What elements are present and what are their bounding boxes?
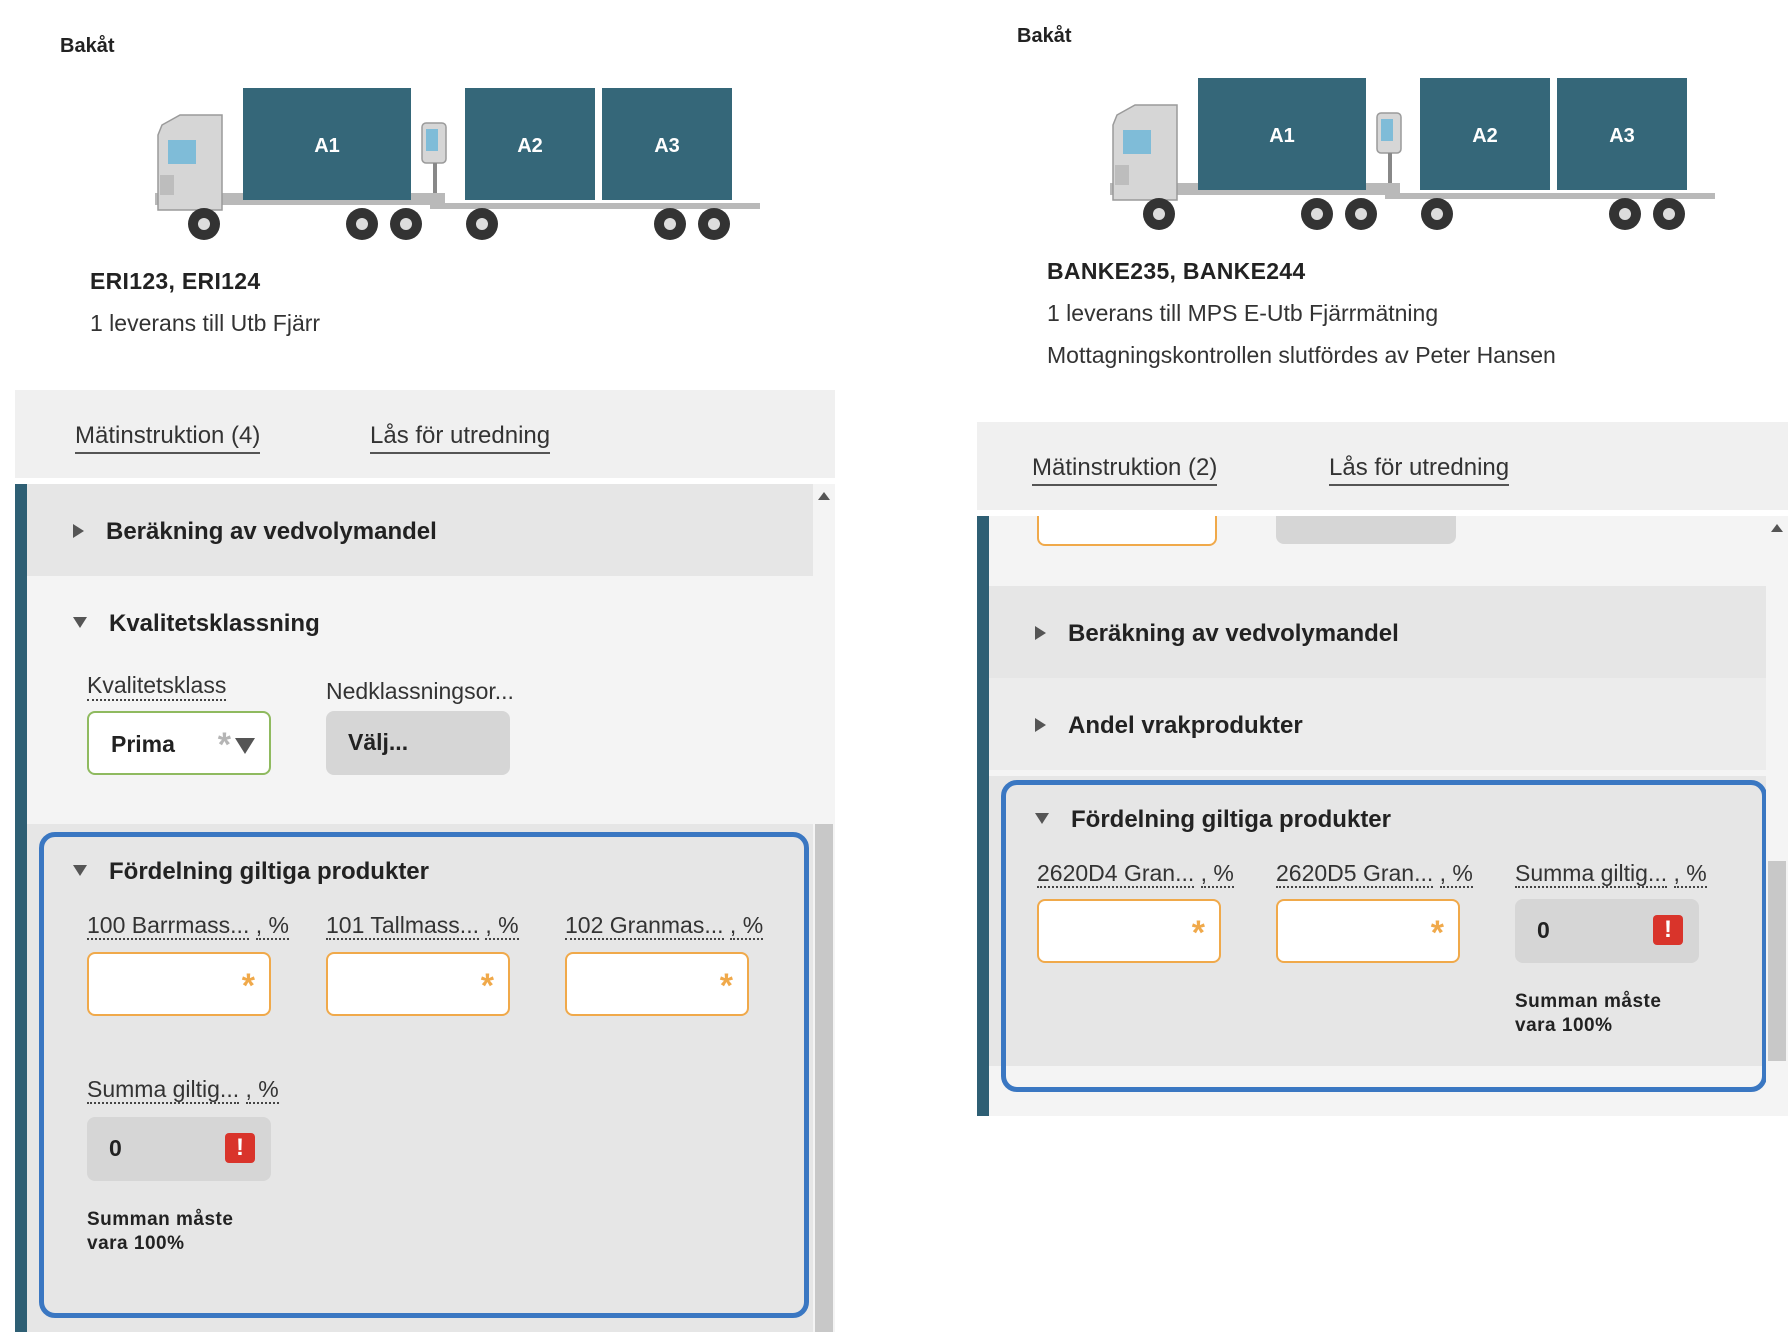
highlight-distribution xyxy=(39,832,809,1318)
section-header-distribution[interactable]: Fördelning giltiga produkter xyxy=(73,858,429,886)
required-star-icon: * xyxy=(1430,914,1444,952)
required-star-icon: * xyxy=(217,726,231,764)
left-panel xyxy=(0,0,845,1332)
tab-bar xyxy=(15,390,835,478)
partial-input-field[interactable] xyxy=(1037,516,1217,546)
section-scrap xyxy=(989,678,1766,770)
truck-icon xyxy=(150,85,760,245)
vertical-scrollbar[interactable] xyxy=(1766,516,1788,1116)
truck-icon xyxy=(1105,75,1715,235)
section-accent-bar xyxy=(977,516,989,1116)
sum-label: Summa giltig... , % xyxy=(1515,860,1707,886)
tab-measurement-instruction[interactable]: Mätinstruktion (2) xyxy=(1032,454,1217,486)
scroll-up-icon[interactable] xyxy=(818,492,830,500)
tab-lock-for-investigation[interactable]: Lås för utredning xyxy=(1329,454,1509,486)
sum-value: 0 xyxy=(1537,917,1550,943)
required-star-icon: * xyxy=(1191,914,1205,952)
sections-scroll-area xyxy=(15,484,835,1332)
section-header-distribution[interactable]: Fördelning giltiga produkter xyxy=(1035,806,1391,834)
section-header-calc[interactable]: Beräkning av vedvolymandel xyxy=(73,518,437,546)
required-star-icon: * xyxy=(480,967,494,1005)
quality-class-select[interactable] xyxy=(87,711,271,775)
chevron-right-icon xyxy=(73,524,84,538)
cargo-label-a3: A3 xyxy=(654,135,680,157)
error-icon: ! xyxy=(225,1133,255,1163)
back-link[interactable]: Bakåt xyxy=(60,35,115,57)
downgrade-reason-select[interactable] xyxy=(326,711,510,775)
chevron-down-icon xyxy=(73,617,87,628)
cargo-label-a1: A1 xyxy=(1269,125,1295,147)
partial-grey-field xyxy=(1276,516,1456,544)
scrollbar-thumb[interactable] xyxy=(815,824,833,1332)
cargo-label-a3: A3 xyxy=(1609,125,1635,147)
section-accent-bar xyxy=(15,484,27,1332)
chevron-right-icon xyxy=(1035,718,1046,732)
tab-lock-for-investigation[interactable]: Lås för utredning xyxy=(370,422,550,454)
product-label-2620d4: 2620D4 Gran... , % xyxy=(1037,860,1234,886)
section-calc xyxy=(989,586,1766,678)
product-label-100: 100 Barrmass... , % xyxy=(87,912,289,938)
section-header-quality[interactable]: Kvalitetsklassning xyxy=(73,610,320,638)
quality-class-value: Prima xyxy=(111,731,175,757)
error-icon: ! xyxy=(1653,915,1683,945)
delivery-info: 1 leverans till Utb Fjärr xyxy=(90,310,321,336)
quality-class-label: Kvalitetsklass xyxy=(87,672,226,701)
downgrade-reason-label: Nedklassningsor... xyxy=(326,678,514,704)
scrollbar-thumb[interactable] xyxy=(1768,861,1786,1061)
dropdown-arrow-icon xyxy=(235,738,255,754)
product-label-102: 102 Granmas... , % xyxy=(565,912,764,938)
sum-error-message: Summan måste vara 100% xyxy=(1515,991,1662,1036)
highlight-distribution xyxy=(1001,780,1767,1092)
section-quality xyxy=(27,576,813,816)
completion-status: Mottagningskontrollen slutfördes av Peter Hansen xyxy=(1047,342,1556,368)
sum-label: Summa giltig... , % xyxy=(87,1076,279,1102)
tab-measurement-instruction[interactable]: Mätinstruktion (4) xyxy=(75,422,260,454)
vehicle-plates: BANKE235, BANKE244 xyxy=(1047,258,1306,284)
downgrade-reason-value: Välj... xyxy=(348,729,409,755)
delivery-info: 1 leverans till MPS E-Utb Fjärrmätning xyxy=(1047,300,1439,326)
cargo-label-a2: A2 xyxy=(517,135,543,157)
required-star-icon: * xyxy=(719,967,733,1005)
section-header-calc[interactable]: Beräkning av vedvolymandel xyxy=(1035,620,1399,648)
tab-bar xyxy=(977,422,1788,510)
section-partial-top xyxy=(989,516,1766,586)
cargo-label-a1: A1 xyxy=(314,135,340,157)
cargo-label-a2: A2 xyxy=(1472,125,1498,147)
scroll-up-icon[interactable] xyxy=(1771,524,1783,532)
sum-error-message: Summan måste vara 100% xyxy=(87,1209,234,1254)
sections-scroll-area xyxy=(977,516,1788,1116)
product-label-2620d5: 2620D5 Gran... , % xyxy=(1276,860,1473,886)
back-link[interactable]: Bakåt xyxy=(1017,25,1072,47)
sum-value: 0 xyxy=(109,1135,122,1161)
section-calc xyxy=(27,484,813,576)
right-panel xyxy=(975,0,1788,1332)
product-label-101: 101 Tallmass... , % xyxy=(326,912,519,938)
vehicle-plates: ERI123, ERI124 xyxy=(90,268,261,294)
vertical-scrollbar[interactable] xyxy=(813,484,835,1332)
chevron-right-icon xyxy=(1035,626,1046,640)
section-header-scrap[interactable]: Andel vrakprodukter xyxy=(1035,712,1303,740)
required-star-icon: * xyxy=(241,967,255,1005)
